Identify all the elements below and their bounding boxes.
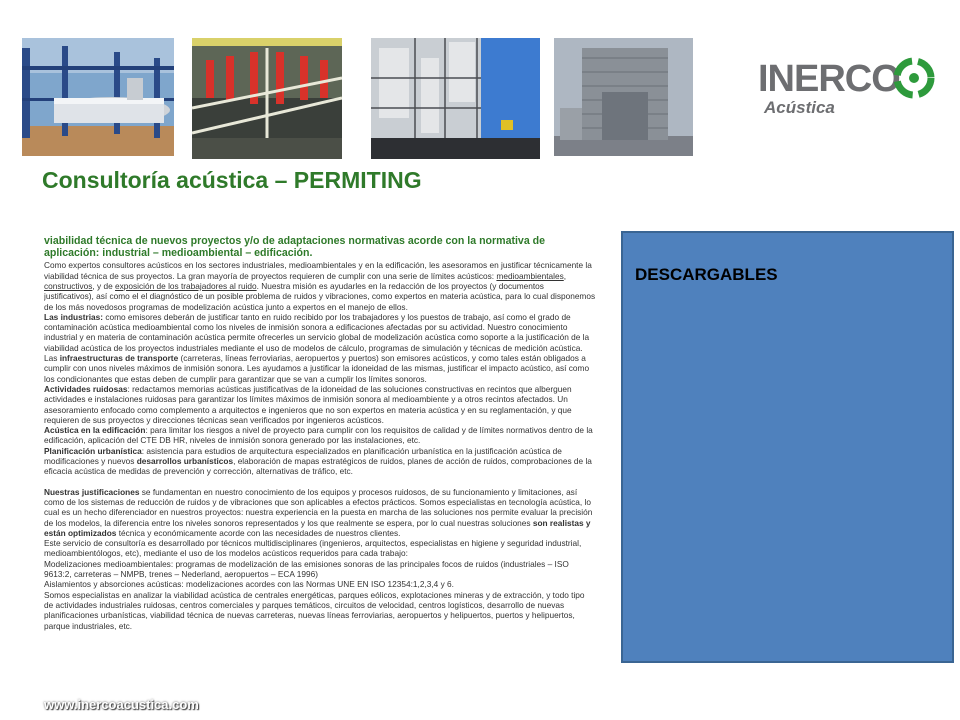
page-title: Consultoría acústica – PERMITING	[42, 167, 422, 193]
plant-structure-photo	[371, 38, 540, 159]
logo-brand: INERCO	[758, 58, 900, 100]
paragraph-modelizaciones: Modelizaciones medioambientales: programas de modelización de las emisiones sonoras de las principales focos de ruidos (industriales – ISO 9613:2, carreteras – NMPB, trenes – Nederland, aeropuertos – ECA 1996)	[44, 558, 569, 580]
content-body	[44, 235, 596, 720]
silencer-tower-photo	[554, 38, 693, 156]
paragraph-edificacion: Acústica en la edificación: para limitar los riesgos a nivel de proyecto para cumplir con los requisitos de calidad y de límites normativos dentro de la edificación, aplicación del CTE DB HR, niveles de inmisión sonora generado por las instalaciones, etc.	[44, 425, 593, 446]
lead-paragraph: viabilidad técnica de nuevos proyectos y/o de adaptaciones normativas acorde con la normativa de aplicación: industrial – medioambiental – edificación.	[44, 235, 546, 260]
paragraph-servicio: Este servicio de consultoría es desarrollado por técnicos multidisciplinares (ingenieros, arquitectos, especialistas en higiene y seguridad industrial, medioambientólogos, etc), mediante el uso de los modelos acústicos requeridos para cada trabajo:	[44, 538, 582, 559]
inerco-logo	[758, 54, 938, 124]
paragraph-infraestructuras: Las infraestructuras de transporte (carreteras, líneas ferroviarias, aeropuertos y puertos) son emisores acústicos, y como tales están obligados a cumplir con unos niveles máximos de inmisión sonora. Les ayudamos a justificar la idoneidad de las mismas, justificar el impacto acústico, así como los condicionantes que estas deben de cumplir para garantizar que se van a cumplir los límites sonoros.	[44, 353, 590, 384]
logo-subtitle: Acústica	[764, 98, 835, 117]
link-exposicion-ruido[interactable]: exposición de los trabajadores al ruido	[115, 281, 257, 291]
logo-swirl-icon	[892, 56, 936, 100]
industrial-pipe-photo	[22, 38, 174, 156]
paragraph-planificacion: Planificación urbanística: asistencia para estudios de arquitectura especializados en planificación urbanística en la justificación acústica de modificaciones y nuevos desarrollos urbanísticos, elaboración de mapas estratégicos de ruidos, planes de acción de ruidos, comprobaciones de la eficacia acústica de medidas de prevención y corrección, alternativas de tráfico, etc.	[44, 445, 592, 477]
paragraph-actividades: Actividades ruidosas: redactamos memorias acústicas justificativas de la idoneidad de las soluciones constructivas en recintos que alberguen actividades e instalaciones ruidosas para garantizar los límites máximos de inmisión sonora al medioambiente y a otros recintos afectados. Un asesoramiento enfocado como complemento a arquitectos e ingenieros que no son expertos en materia acústica y en su reglamentación, y que requieren de sus proyectos y direcciones técnicas sean verificados por ingenieros acústicos.	[44, 383, 572, 425]
link-constructivos[interactable]: constructivos	[44, 281, 93, 291]
downloads-title: DESCARGABLES	[635, 265, 778, 284]
paragraph-aislamientos: Aislamientos y absorciones acústicas: modelizaciones acordes con las Normas UNE EN ISO 12354:1,2,3,4 y 6.	[44, 579, 454, 590]
acoustic-baffles-photo	[192, 38, 342, 159]
paragraph-intro: Como expertos consultores acústicos en los sectores industriales, medioambientales y en la edificación, les asesoramos en justificar técnicamente la viabilidad técnica de sus proyectos. La gran mayoría de proyectos requieren de cumplir con una serie de límites acústicos: medioambientales, constructivos, y de exposición de los trabajadores al ruido. Nuestra misión es ayudarles en la redacción de los proyectos (y documentos justificativos), así como el el diagnóstico de un posible problema de ruidos y vibraciones, como expertos en materia acústica, para lo cual disponemos de los más novedosos programas de modelización acústica junto a expertos en el manejo de ellos.	[44, 260, 596, 312]
downloads-panel	[621, 231, 954, 663]
footer-url-link[interactable]: www.inercoacustica.com	[44, 697, 199, 712]
paragraph-industrias: Las industrias: como emisores deberán de justificar tanto en ruido recibido por los trabajadores y los puestos de trabajo, así como el grado de contaminación acústica medioambiental como los niveles de inmisión sonora a edificaciones afectadas por su actividad. Nuestro conocimiento industrial y en materia de contaminación acústica permite ofrecerles un servicio global de modelización acústica como soporte a la justificación de la viabilidad acústica de los proyectos industriales mediante el uso de modelos de cálculo, programas de simulación y técnicas de medición acústica.	[44, 311, 590, 353]
paragraph-especialistas: Somos especialistas en analizar la viabilidad acústica de centrales energéticas, parques eólicos, explotaciones mineras y de extracción, y todo tipo de actividades industriales ruidosas, centros comerciales y parques temáticos, circuitos de velocidad, centros logísticos, desarrollo de nuevas planificaciones urbanísticas, viabilidad técnica de nuevas carreteras, nuevas líneas ferroviarias, aeropuertos y helipuertos, puertos y helipuertos, parque industriales, etc.	[44, 589, 585, 631]
paragraph-justificaciones: Nuestras justificaciones se fundamentan en nuestro conocimiento de los equipos y procesos ruidosos, de su funcionamiento y limitaciones, así como de los sistemas de reducción de ruidos y de vibraciones que son aplicables a efectos prácticos. Somos especialistas en tecnología acústica, lo cual es un hecho diferenciador en nuestros proyectos: nuestra experiencia en la puesta en marcha de las soluciones nos permite evaluar la precisión de los modelos, la diferencia entre los niveles sonoros representados y los que realmente se espera, por lo cual nuestras soluciones son realistas y están optimizados técnica y económicamente acorde con las necesidades de nuestros clientes.	[44, 486, 593, 538]
link-medioambientales[interactable]: medioambientales	[496, 270, 564, 281]
